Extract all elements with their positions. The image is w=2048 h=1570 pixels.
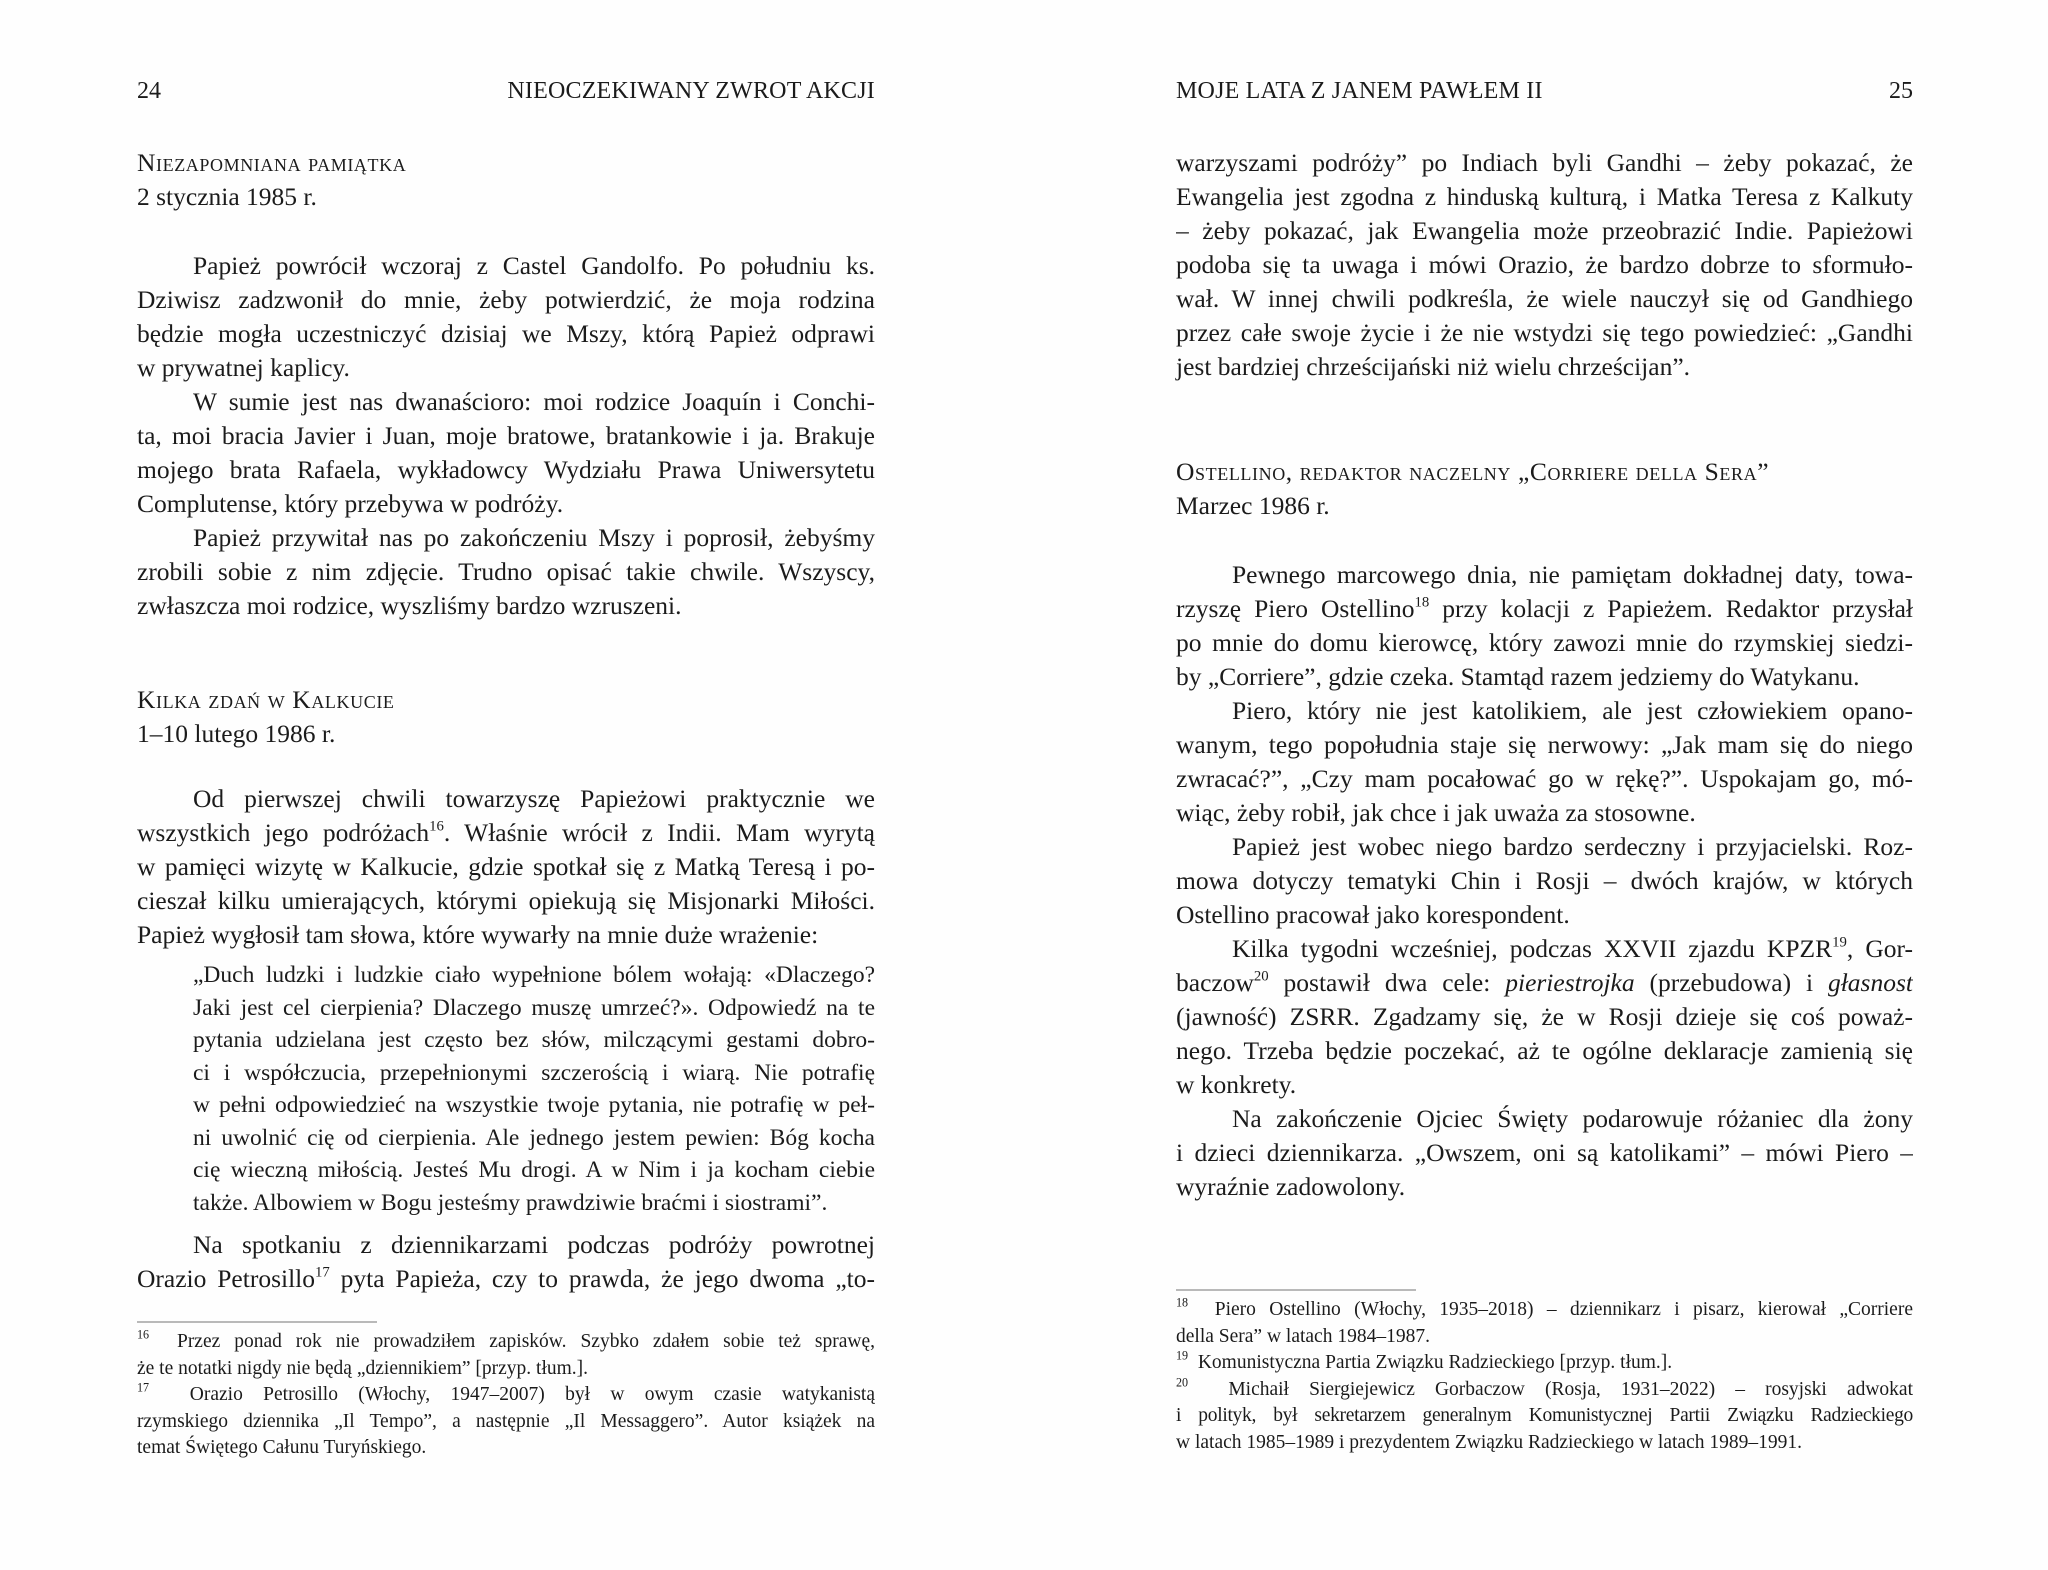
body-line: (jawność) ZSRR. Zgadzamy się, że w Rosji dzieje się coś poważ-: [1176, 1002, 1913, 1031]
body-line: jest bardziej chrześcijański niż wielu chrześcijan”.: [1176, 352, 1691, 381]
italic-term: pieriestrojka: [1505, 968, 1635, 997]
footnote-ref[interactable]: 16: [429, 818, 444, 835]
footnote-line: [137, 1382, 875, 1409]
footnote-ref[interactable]: 17: [315, 1264, 330, 1281]
body-text: rzyszę Piero Ostellino: [1176, 594, 1415, 623]
body-line: ta, moi bracia Javier i Juan, moje bratowe, bratankowie i ja. Brakuje: [137, 421, 875, 450]
footnote-line: że te notatki nigdy nie będą „dziennikiem” [przyp. tłum.].: [137, 1357, 589, 1379]
body-text: postawił dwa cele:: [1268, 968, 1506, 997]
running-header: [1176, 76, 1913, 106]
footnote-text: Michaił Siergiejewicz Gorbaczow (Rosja, 1931–2022) – rosyjski adwokat: [1228, 1378, 1913, 1400]
body-line: Pewnego marcowego dnia, nie pamiętam dokładnej daty, towa-: [1232, 560, 1913, 589]
body-line: nego. Trzeba będzie poczekać, aż te ogólne deklaracje zamienią się: [1176, 1036, 1913, 1065]
footnote-ref[interactable]: 18: [1414, 594, 1430, 611]
body-line: Ewangelia jest zgodna z hinduską kulturą, i Matka Teresa z Kalkuty: [1176, 182, 1913, 211]
footnote-number: 18: [1176, 1297, 1189, 1310]
body-line: Papież przywitał nas po zakończeniu Mszy i poprosił, żebyśmy: [193, 523, 875, 552]
running-header: [137, 76, 875, 106]
section-heading: Niezapomniana pamiątka: [137, 148, 407, 177]
body-text: Kilka tygodni wcześniej, podczas XXVII zjazdu KPZR: [1232, 934, 1833, 963]
footnote-separator: [137, 1321, 377, 1323]
body-line: Na zakończenie Ojciec Święty podarowuje różaniec dla żony: [1232, 1104, 1913, 1133]
body-line: wał. W innej chwili podkreśla, że wiele nauczył się od Gandhiego: [1176, 284, 1913, 313]
body-line: wyraźnie zadowolony.: [1176, 1172, 1406, 1201]
body-line: Ostellino pracował jako korespondent.: [1176, 900, 1570, 929]
footnote-line: rzymskiego dziennika „Il Tempo”, a następnie „Il Messaggero”. Autor książek na: [137, 1410, 875, 1432]
footnote-number: 17: [137, 1382, 150, 1395]
footnote-line: [1176, 1297, 1913, 1324]
body-line: [137, 1262, 875, 1296]
body-line: wanym, tego popołudnia staje się nerwowy: „Jak mam się do niego: [1176, 730, 1913, 759]
body-line: Od pierwszej chwili towarzyszę Papieżowi praktycznie we: [193, 784, 875, 813]
body-line: warzyszami podróży” po Indiach byli Gandhi – żeby pokazać, że: [1176, 148, 1913, 177]
body-line: po mnie do domu kierowcę, który zawozi mnie do rzymskiej siedzi-: [1176, 628, 1913, 657]
body-line: by „Corriere”, gdzie czeka. Stamtąd razem jedziemy do Watykanu.: [1176, 662, 1860, 691]
footnote-line: w latach 1985–1989 i prezydentem Związku Radzieckiego w latach 1989–1991.: [1176, 1431, 1802, 1453]
body-text: , Gor-: [1846, 934, 1913, 963]
running-head-title: MOJE LATA Z JANEM PAWŁEM II: [1176, 78, 1543, 104]
footnote-text: Komunistyczna Partia Związku Radzieckiego [przyp. tłum.].: [1197, 1352, 1673, 1373]
quote-line: Jaki jest cel cierpienia? Dlaczego muszę umrzeć?». Odpowiedź na te: [193, 994, 875, 1021]
section-date: 2 stycznia 1985 r.: [137, 182, 317, 211]
footnote-ref[interactable]: 20: [1253, 968, 1269, 985]
body-line: mojego brata Rafaela, wykładowcy Wydziału Prawa Uniwersytetu: [137, 455, 875, 484]
body-line: Na spotkaniu z dziennikarzami podczas podróży powrotnej: [193, 1230, 875, 1259]
quote-line: cię wieczną miłością. Jesteś Mu drogi. A w Nim i ja kocham ciebie: [193, 1157, 875, 1183]
page-number: 24: [137, 78, 161, 104]
body-line: cieszał kilku umierających, którymi opiekują się Misjonarki Miłości.: [137, 886, 875, 915]
body-line: przez całe swoje życie i że nie wstydzi się tego powiedzieć: „Gandhi: [1176, 318, 1913, 347]
italic-term: głasnost: [1827, 968, 1913, 997]
footnote-number: 16: [137, 1329, 150, 1342]
body-line: w prywatnej kaplicy.: [137, 353, 350, 382]
section-date: Marzec 1986 r.: [1176, 491, 1330, 520]
body-line: W sumie jest nas dwanaścioro: moi rodzice Joaquín i Conchi-: [193, 387, 875, 416]
section-heading: Kilka zdań w Kalkucie: [137, 685, 395, 714]
footnote-separator: [1176, 1289, 1416, 1291]
quote-line: także. Albowiem w Bogu jesteśmy prawdziwie braćmi i siostrami”.: [193, 1189, 828, 1216]
body-line: podoba się ta uwaga i mówi Orazio, że bardzo dobrze to sformuło-: [1176, 250, 1913, 279]
body-line: zrobili sobie z nim zdjęcie. Trudno opisać takie chwile. Wszyscy,: [137, 557, 875, 586]
footnote-text: Piero Ostellino (Włochy, 1935–2018) – dziennikarz i pisarz, kierował „Corriere: [1214, 1299, 1913, 1320]
body-text: baczow: [1176, 968, 1254, 997]
body-line: [1176, 932, 1913, 966]
footnote-number: 19: [1176, 1348, 1189, 1363]
footnote-number: 20: [1176, 1376, 1189, 1390]
body-line: w konkrety.: [1176, 1070, 1297, 1099]
body-line: w pamięci wizytę w Kalkucie, gdzie spotkał się z Matką Teresą i po-: [137, 852, 875, 881]
left-page: [137, 0, 875, 1570]
section-date: 1–10 lutego 1986 r.: [137, 719, 336, 748]
body-text: (przebudowa) i: [1634, 968, 1828, 997]
body-line: Papież jest wobec niego bardzo serdeczny i przyjacielski. Roz-: [1232, 832, 1913, 861]
body-text: przy kolacji z Papieżem. Redaktor przysłał: [1429, 594, 1913, 623]
body-text: Orazio Petrosillo: [137, 1264, 315, 1293]
body-line: i dzieci dziennikarza. „Owszem, oni są katolikami” – mówi Piero –: [1176, 1138, 1913, 1167]
body-line: będzie mogła uczestniczyć dzisiaj we Mszy, którą Papież odprawi: [137, 319, 875, 348]
body-text: pyta Papieża, czy to prawda, że jego dwoma „to-: [329, 1264, 875, 1293]
section-heading: Ostellino, redaktor naczelny „Corriere della Sera”: [1176, 457, 1770, 486]
body-line: zwracać?”, „Czy mam pocałować go w rękę?”. Uspokajam go, mó-: [1176, 764, 1913, 793]
body-line: – żeby pokazać, jak Ewangelia może przeobrazić Indie. Papieżowi: [1176, 216, 1913, 245]
body-line: [137, 816, 875, 850]
page-number: 25: [1889, 78, 1913, 104]
quote-line: pytania udzielana jest często bez słów, milczącymi gestami dobro-: [193, 1027, 875, 1053]
body-line: wiąc, żeby robił, jak chce i jak uważa za stosowne.: [1176, 798, 1696, 827]
body-line: Piero, który nie jest katolikiem, ale jest człowiekiem opano-: [1232, 696, 1913, 725]
body-line: mowa dotyczy tematyki Chin i Rosji – dwóch krajów, w których: [1176, 866, 1913, 895]
footnote-line: della Sera” w latach 1984–1987.: [1176, 1325, 1430, 1347]
footnote-line: [1176, 1350, 1913, 1377]
footnote-text: Orazio Petrosillo (Włochy, 1947–2007) był w owym czasie watykanistą: [189, 1384, 875, 1405]
body-text: . Właśnie wrócił z Indii. Mam wyrytą: [443, 818, 875, 847]
body-line: Complutense, który przebywa w podróży.: [137, 489, 564, 518]
body-line: [1176, 592, 1913, 626]
quote-line: ci i współczucia, przepełnionymi szczerością i wiarą. Nie potrafię: [193, 1059, 875, 1086]
quote-line: ni uwolnić cię od cierpienia. Ale jednego jestem pewien: Bóg kocha: [193, 1124, 875, 1151]
footnote-line: [1176, 1377, 1913, 1404]
quote-line: w pełni odpowiedzieć na wszystkie twoje pytania, nie potrafię w peł-: [193, 1092, 875, 1118]
body-line: Papież powrócił wczoraj z Castel Gandolfo. Po południu ks.: [193, 251, 875, 280]
running-head-title: NIEOCZEKIWANY ZWROT AKCJI: [507, 78, 875, 104]
footnote-line: i polityk, był sekretarzem generalnym Komunistycznej Partii Związku Radzieckiego: [1176, 1405, 1913, 1426]
quote-line: „Duch ludzki i ludzkie ciało wypełnione bólem wołają: «Dlaczego?: [193, 962, 875, 988]
body-line: Dziwisz zadzwonił do mnie, żeby potwierdzić, że moja rodzina: [137, 285, 875, 314]
body-line: [1176, 966, 1913, 1000]
body-line: zwłaszcza moi rodzice, wyszliśmy bardzo wzruszeni.: [137, 591, 682, 620]
footnote-line: temat Świętego Całunu Turyńskiego.: [137, 1437, 427, 1458]
footnote-line: [137, 1329, 875, 1356]
body-text: wszystkich jego podróżach: [137, 818, 430, 847]
footnote-text: Przez ponad rok nie prowadziłem zapisków. Szybko zdałem sobie też sprawę,: [176, 1331, 875, 1352]
footnote-ref[interactable]: 19: [1832, 934, 1847, 951]
right-page: [1176, 0, 1913, 1570]
body-line: Papież wygłosił tam słowa, które wywarły na mnie duże wrażenie:: [137, 920, 819, 949]
